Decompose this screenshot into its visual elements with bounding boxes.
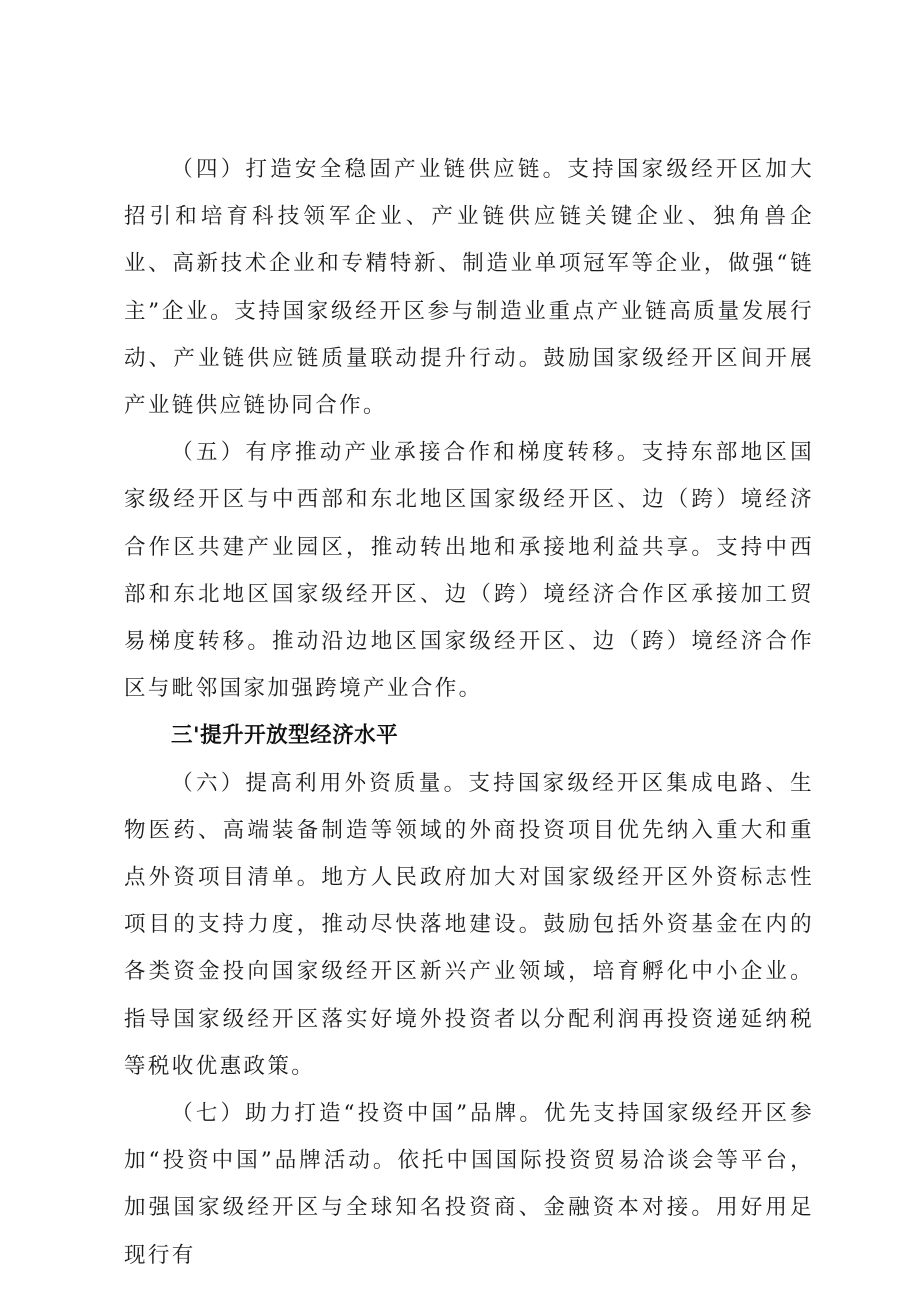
document-body xyxy=(124,146,814,1279)
paragraph-section-4: （四）打造安全稳固产业链供应链。支持国家级经开区加大招引和培育科技领军企业、产业链供应链关键企业、独角兽企业、高新技术企业和专精特新、制造业单项冠军等企业，做强“链主”企业。支持国家级经开区参与制造业重点产业链高质量发展行动、产业链供应链质量联动提升行动。鼓励国家级经开区间开展产业链供应链协同合作。 xyxy=(124,157,814,419)
paragraph-section-7: （七）助力打造“投资中国”品牌。优先支持国家级经开区参加“投资中国”品牌活动。依托中国国际投资贸易洽谈会等平台，加强国家级经开区与全球知名投资商、金融资本对接。用好用足现行有 xyxy=(124,1101,814,1268)
paragraph-section-5: （五）有序推动产业承接合作和梯度转移。支持东部地区国家级经开区与中西部和东北地区国家级经开区、边（跨）境经济合作区共建产业园区，推动转出地和承接地利益共享。支持中西部和东北地区国家级经开区、边（跨）境经济合作区承接加工贸易梯度转移。推动沿边地区国家级经开区、边（跨）境经济合作区与毗邻国家加强跨境产业合作。 xyxy=(124,440,814,702)
paragraph-section-6: （六）提高利用外资质量。支持国家级经开区集成电路、生物医药、高端装备制造等领域的外商投资项目优先纳入重大和重点外资项目清单。地方人民政府加大对国家级经开区外资标志性项目的支持力度，推动尽快落地建设。鼓励包括外资基金在内的各类资金投向国家级经开区新兴产业领域，培育孵化中小企业。指导国家级经开区落实好境外投资者以分配利润再投资递延纳税等税收优惠政策。 xyxy=(124,770,814,1079)
section-heading-3: 三'提升开放型经济水平 xyxy=(171,723,399,749)
